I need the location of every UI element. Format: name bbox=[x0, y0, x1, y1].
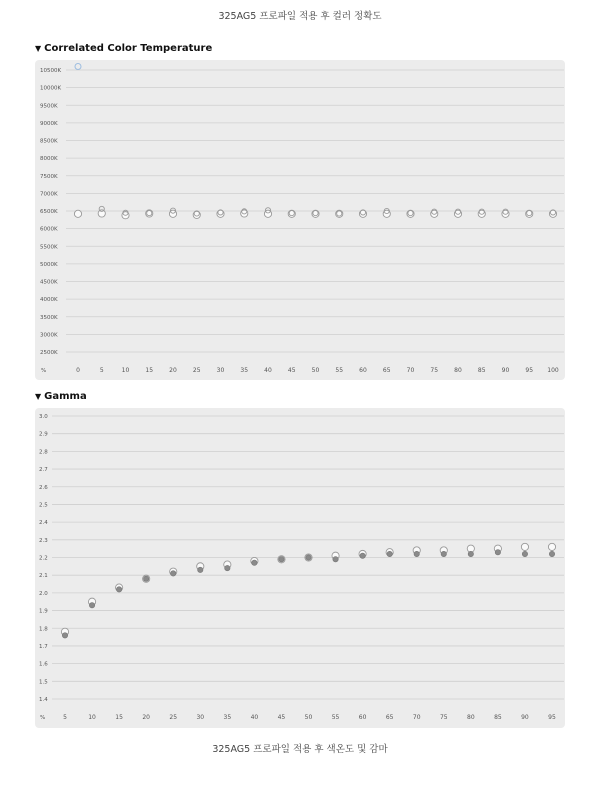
y-tick-label: 4000K bbox=[40, 297, 58, 304]
x-tick-label: 100 bbox=[547, 367, 559, 374]
data-point bbox=[549, 551, 554, 556]
collapse-triangle-icon[interactable]: ▼ bbox=[35, 392, 42, 401]
x-tick-label: 55 bbox=[331, 714, 340, 721]
x-tick-label: 50 bbox=[311, 367, 320, 374]
data-point bbox=[89, 603, 94, 608]
y-tick-label: 1.9 bbox=[39, 608, 48, 615]
y-tick-label: 10500K bbox=[40, 68, 62, 74]
data-point bbox=[548, 543, 555, 550]
x-axis-label: % bbox=[40, 715, 46, 721]
x-tick-label: 20 bbox=[169, 367, 177, 374]
y-tick-label: 2.3 bbox=[39, 537, 48, 544]
x-tick-label: 65 bbox=[385, 714, 394, 721]
x-tick-label: 30 bbox=[196, 714, 205, 721]
x-axis-label: % bbox=[41, 368, 47, 374]
x-tick-label: 85 bbox=[494, 714, 502, 721]
data-point bbox=[468, 551, 473, 556]
x-tick-label: 0 bbox=[76, 367, 80, 374]
y-tick-label: 1.4 bbox=[39, 697, 48, 703]
data-point bbox=[252, 560, 257, 565]
x-tick-label: 5 bbox=[99, 367, 104, 374]
y-tick-label: 1.8 bbox=[39, 626, 48, 633]
y-tick-label: 2.9 bbox=[39, 431, 48, 438]
plot-panel bbox=[35, 408, 565, 728]
x-tick-label: 55 bbox=[335, 367, 344, 374]
data-point bbox=[387, 551, 392, 556]
x-tick-label: 15 bbox=[115, 714, 123, 721]
data-point bbox=[360, 553, 365, 558]
x-tick-label: 40 bbox=[264, 367, 272, 374]
y-tick-label: 9500K bbox=[40, 103, 58, 110]
gamma-title-label: Gamma bbox=[44, 391, 87, 402]
data-point bbox=[143, 576, 148, 581]
data-point bbox=[495, 549, 500, 554]
y-tick-label: 10000K bbox=[40, 85, 62, 92]
data-point bbox=[333, 557, 338, 562]
x-tick-label: 15 bbox=[145, 367, 154, 374]
x-tick-label: 20 bbox=[142, 714, 150, 721]
x-tick-label: 95 bbox=[525, 367, 534, 374]
data-point bbox=[62, 633, 67, 638]
data-point bbox=[441, 551, 446, 556]
x-tick-label: 65 bbox=[382, 367, 391, 374]
x-tick-label: 85 bbox=[477, 367, 486, 374]
bottom-caption: 325AG5 프로파일 적용 후 색온도 및 감마 bbox=[212, 744, 388, 755]
x-tick-label: 70 bbox=[406, 367, 415, 374]
y-tick-label: 2.6 bbox=[39, 484, 48, 491]
collapse-triangle-icon[interactable]: ▼ bbox=[35, 44, 42, 53]
x-tick-label: 25 bbox=[169, 714, 178, 721]
y-tick-label: 2.1 bbox=[39, 573, 48, 580]
y-tick-label: 2.2 bbox=[39, 555, 48, 562]
data-point bbox=[279, 557, 284, 562]
y-tick-label: 3500K bbox=[40, 314, 58, 321]
y-tick-label: 1.5 bbox=[39, 679, 48, 686]
data-point bbox=[522, 551, 527, 556]
data-point bbox=[414, 551, 419, 556]
x-tick-label: 40 bbox=[250, 714, 259, 721]
x-tick-label: 50 bbox=[304, 714, 313, 721]
y-tick-label: 2.0 bbox=[39, 590, 48, 597]
y-tick-label: 6500K bbox=[40, 209, 58, 215]
x-tick-label: 80 bbox=[467, 714, 475, 721]
x-tick-label: 95 bbox=[548, 714, 556, 721]
y-tick-label: 7500K bbox=[40, 173, 58, 180]
data-point bbox=[225, 565, 230, 570]
x-tick-label: 90 bbox=[501, 367, 510, 374]
y-tick-label: 3000K bbox=[40, 332, 58, 339]
y-tick-label: 9000K bbox=[40, 120, 58, 127]
top-caption: 325AG5 프로파일 적용 후 컬러 정확도 bbox=[218, 11, 382, 22]
x-tick-label: 5 bbox=[63, 714, 67, 721]
x-tick-label: 90 bbox=[521, 714, 529, 721]
x-tick-label: 25 bbox=[192, 367, 201, 374]
x-tick-label: 10 bbox=[88, 714, 96, 721]
y-tick-label: 1.7 bbox=[39, 643, 48, 650]
y-tick-label: 8000K bbox=[40, 156, 58, 163]
y-tick-label: 2500K bbox=[40, 350, 58, 356]
y-tick-label: 2.4 bbox=[39, 520, 48, 527]
x-tick-label: 35 bbox=[240, 367, 249, 374]
y-tick-label: 7000K bbox=[40, 191, 58, 198]
y-tick-label: 2.5 bbox=[39, 502, 48, 509]
data-point bbox=[306, 555, 311, 560]
x-tick-label: 45 bbox=[287, 367, 296, 374]
x-tick-label: 35 bbox=[223, 714, 232, 721]
y-tick-label: 6000K bbox=[40, 226, 58, 233]
y-tick-label: 3.0 bbox=[39, 414, 48, 420]
x-tick-label: 75 bbox=[439, 714, 448, 721]
x-tick-label: 70 bbox=[412, 714, 421, 721]
y-tick-label: 2.7 bbox=[39, 467, 48, 474]
y-tick-label: 5000K bbox=[40, 261, 58, 268]
data-point bbox=[198, 567, 203, 572]
x-tick-label: 80 bbox=[454, 367, 462, 374]
y-tick-label: 2.8 bbox=[39, 449, 48, 456]
x-tick-label: 60 bbox=[358, 714, 367, 721]
data-point bbox=[521, 543, 528, 550]
y-tick-label: 5500K bbox=[40, 244, 58, 251]
cct-title-label: Correlated Color Temperature bbox=[44, 43, 213, 54]
data-point bbox=[171, 571, 176, 576]
y-tick-label: 4500K bbox=[40, 279, 58, 286]
x-tick-label: 60 bbox=[359, 367, 367, 374]
x-tick-label: 10 bbox=[121, 367, 130, 374]
y-tick-label: 1.6 bbox=[39, 661, 48, 668]
x-tick-label: 30 bbox=[216, 367, 225, 374]
data-point bbox=[116, 587, 121, 592]
x-tick-label: 45 bbox=[277, 714, 286, 721]
x-tick-label: 75 bbox=[430, 367, 439, 374]
y-tick-label: 8500K bbox=[40, 138, 58, 145]
